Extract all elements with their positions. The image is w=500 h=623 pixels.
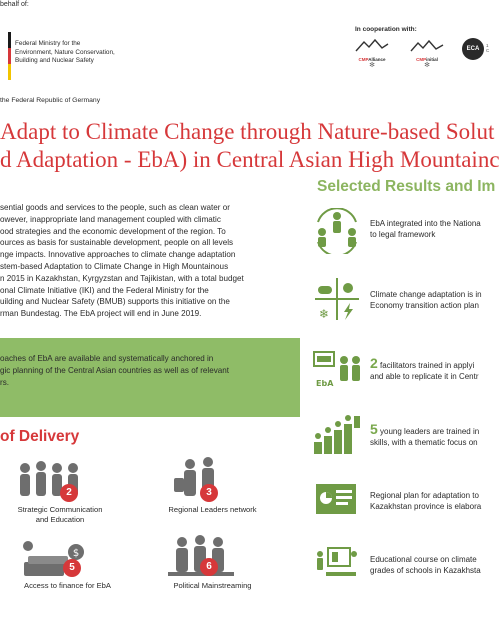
- title-line-1: Adapt to Climate Change through Nature-based Solut: [0, 119, 495, 144]
- delivery-label: Strategic Communication and Education: [17, 505, 103, 524]
- intro-paragraph: [0, 202, 300, 320]
- page-title: [0, 118, 500, 174]
- cmp-logo: CMPinitial ✻: [410, 38, 444, 66]
- goal-line: rs.: [0, 377, 9, 387]
- finance-money-icon: [20, 538, 90, 586]
- result-line: Regional plan for adaptation to: [370, 491, 479, 500]
- eca-logo: ECA: [462, 38, 484, 60]
- result-line: facilitators trained in applyi: [377, 361, 475, 370]
- intro-line: owever, inappropriate land management coupled with climatic: [0, 214, 221, 224]
- svg-text:EbA: EbA: [316, 379, 334, 388]
- intro-line: nge impacts. Innovative approaches to climate change adaptation: [0, 250, 236, 260]
- ministry-line: Building and Nuclear Safety: [15, 57, 94, 65]
- intro-line: rman Bundestag. The EbA project will end in June 2019.: [0, 309, 202, 319]
- eca-caption: 1 C: [486, 43, 490, 53]
- delivery-number-badge: 2: [60, 484, 78, 502]
- intro-line: onal Climate Initiative (IKI) and the Federal Ministry for the: [0, 285, 209, 295]
- delivery-label: Political Mainstreaming: [173, 581, 252, 590]
- result-text: [370, 421, 480, 448]
- climate-economy-icon: [312, 276, 362, 322]
- result-count: 2: [370, 355, 378, 371]
- result-line: Kazakhstan province is elabora: [370, 501, 482, 511]
- intro-line: uilding and Nuclear Safety (BMUB) supports this initiative on the: [0, 297, 230, 307]
- result-line: Economy transition action plan: [370, 300, 479, 310]
- political-mainstreaming-icon: [168, 534, 238, 582]
- result-line: skills, with a thematic focus on: [370, 437, 478, 447]
- education-course-icon: [312, 540, 362, 586]
- result-text: [370, 355, 479, 382]
- people-network-icon: [312, 208, 362, 254]
- intro-line: ood strategies and the economic development of the region. To: [0, 226, 226, 236]
- result-line: grades of schools in Kazakhsta: [370, 565, 481, 575]
- young-leaders-icon: [312, 412, 362, 458]
- results-heading: Selected Results and Im: [317, 178, 496, 195]
- result-line: and able to replicate it in Centr: [370, 371, 479, 381]
- result-count: 5: [370, 421, 378, 437]
- intro-line: stem-based Adaptation to Climate Change in High Mountainous: [0, 261, 229, 271]
- delivery-label: Access to finance for EbA: [24, 581, 111, 590]
- result-text: [370, 555, 481, 576]
- goal-line: gic planning of the Central Asian countries as well as of relevant: [0, 365, 230, 375]
- delivery-number-badge: 6: [200, 558, 218, 576]
- ministry-name: [15, 40, 125, 66]
- ministry-line: Federal Ministry for the: [15, 40, 81, 47]
- title-line-2: d Adaptation - EbA) in Central Asian High Mountainc: [0, 147, 500, 172]
- result-text: [370, 491, 481, 512]
- eba-presentation-icon: [312, 346, 362, 392]
- cooperation-label: In cooperation with:: [355, 26, 417, 33]
- cmp-alliance-logo: CMPAlliance ✻: [355, 38, 389, 66]
- result-line: Climate change adaptation is in: [370, 290, 482, 299]
- behalf-label: behalf of:: [0, 1, 29, 8]
- goal-text: [0, 353, 296, 388]
- german-flag-icon: [8, 32, 11, 80]
- result-text: [370, 219, 481, 240]
- republic-label: the Federal Republic of Germany: [0, 97, 101, 104]
- delivery-number-badge: 3: [200, 484, 218, 502]
- result-line: to legal framework: [370, 229, 436, 239]
- delivery-label: Regional Leaders network: [168, 505, 257, 514]
- intro-line: n 2015 in Kazakhstan, Kyrgyzstan and Tajikistan, with a total budget: [0, 273, 244, 283]
- svg-text:❄: ❄: [318, 307, 330, 321]
- ministry-line: Environment, Nature Conservation,: [15, 48, 115, 56]
- result-text: [370, 290, 482, 311]
- regional-plan-icon: [312, 478, 362, 524]
- svg-text:$: $: [72, 548, 80, 559]
- result-line: EbA integrated into the Nationa: [370, 219, 481, 228]
- intro-line: sential goods and services to the people, such as clean water or: [0, 203, 230, 212]
- intro-line: ources as basis for sustainable development, people on all levels: [0, 238, 234, 248]
- goal-line: oaches of EbA are available and systematically anchored in: [0, 354, 214, 363]
- delivery-number-badge: 5: [63, 559, 81, 577]
- result-line: Educational course on climate: [370, 555, 477, 564]
- delivery-heading: of Delivery: [0, 428, 80, 445]
- result-line: young leaders are trained in: [377, 427, 480, 436]
